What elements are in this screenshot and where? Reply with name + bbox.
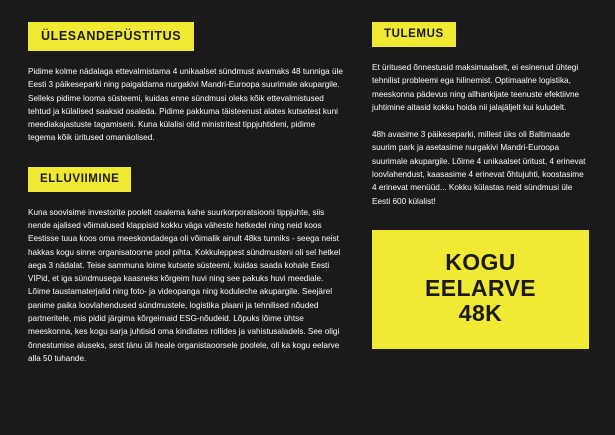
budget-highlight-box	[372, 230, 589, 349]
section-tag-ulesandepustitus: ÜLESANDEPÜSTITUS	[28, 22, 194, 51]
paragraph-elluviimine: Kuna soovisime investorite poolelt osalema kahe suurkorporatsiooni tippjuhte, siis nende ajalised võimalused klappisid kokku väga väheste hetkedel ning neid koos Eestisse tuua koos oma meeskondadega oli võimalik ainult 48ks tunniks - seega neist hakkas kogu sinne organisatoorne pool pihta. Kokkuleppest sündmusteni oli sel hetkel aega 3 nädalat. Teise sammuna loime kutsete süsteemi, kuidas saada kohale Eesti VIPid, et iga sündmusega kaasneks kõrgeim huvi ning see pakuks huvi meediale. Lõime taustamaterjalid ning foto- ja videopanga ning koduleche akupargile. Seejärel panime paika loovlahendused sündmustele, logistika plaani ja tehnilised nõuded partneritele, mis pidid järgima kõrgeimaid ESG-nõudeid. Lõpuks lõime ühtse meeskonna, kes kogu sarja juhtisid oma kindlates rollides ja vahistusaladels. See oligi õnnestumise aluseks, sest tänu üli heale organistaoorsele poolele, oli ka kogu eelarve alla 50 tuhande.	[28, 207, 341, 363]
section-tag-tulemus: TULEMUS	[372, 22, 456, 47]
paragraph-tulemus-2: 48h avasime 3 päikeseparki, millest üks oli Baltimaade suurim park ja asetasime nurgakivi Mandri-Euroopa suurimale akupargile. Lõime 4 unikaalset üritust, 4 erinevat loovlahendust, kaasasime 4 erinevat õhtujuhti, koostasime 4 erinevat menüüd... Kokku külastas neid sündmusi üle Eesti 600 külalist!	[372, 130, 586, 206]
right-column	[362, 0, 615, 435]
budget-line-3: 48K	[458, 300, 503, 327]
paragraph-tulemus-1: Et üritused õnnestusid maksimaalselt, ei esinenud ühtegi tehnilist probleemi ega hilinemist. Optimaalne logistika, meeskonna pädevus ning allhankijate teenuste efektiivne juhtimine aitasid kokku hoida nii jalajäljelt kui kuludelt.	[372, 63, 580, 112]
budget-line-2: EELARVE	[424, 274, 537, 301]
section-tag-elluviimine: ELLUVIIMINE	[28, 167, 131, 192]
paragraph-ulesandepustitus: Pidime kolme nädalaga ettevalmistama 4 unikaalset sündmust avamaks 48 tunniga üle Eesti 3 päikeseparki ning paigaldama nurgakivi Mandri-Euroopa suurimale akupargile. Selleks pidime looma süsteemi, kuidas enne sündmusi oleks kõik ettevalmistused tehtud ja külalised saaksid osaleda. Pidime pakkuma täisteenust alates kutsetest kuni meediakajastuste tagamiseni. Kuna külalisi olid ministritest tippjuhtideni, pidime tegema kõik üritused omanäolised.	[28, 67, 343, 143]
budget-line-1: KOGU	[445, 248, 516, 275]
